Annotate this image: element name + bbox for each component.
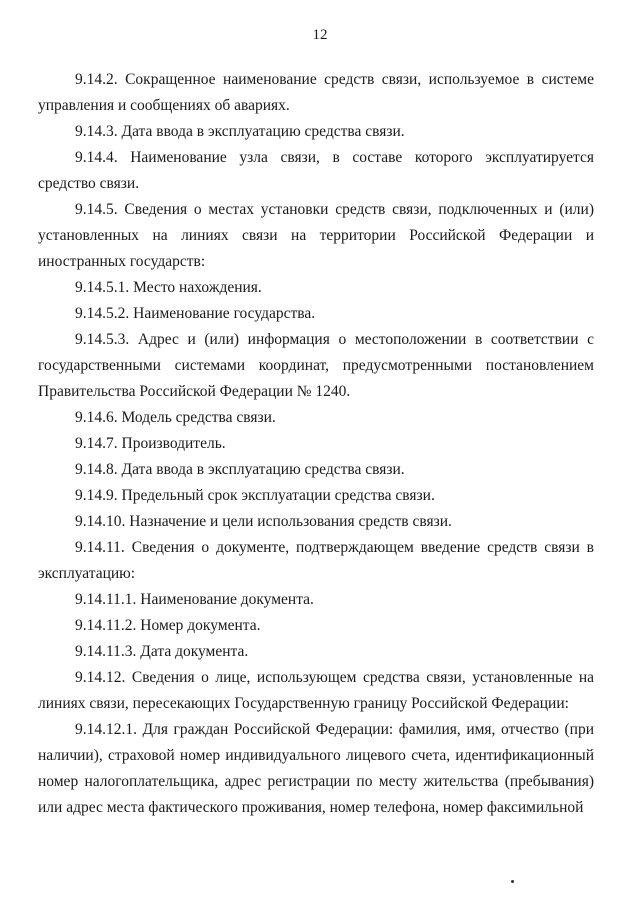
paragraph-9-14-4: 9.14.4. Наименование узла связи, в составе которого эксплуатируется средство связи. <box>38 149 594 192</box>
paragraph-9-14-5-1: 9.14.5.1. Место нахождения. <box>75 279 262 296</box>
paragraph-9-14-11-3: 9.14.11.3. Дата документа. <box>75 643 249 660</box>
paragraph-9-14-6: 9.14.6. Модель средства связи. <box>75 409 276 426</box>
paragraph-9-14-10: 9.14.10. Назначение и цели использования средств связи. <box>75 513 452 530</box>
paragraph-9-14-5: 9.14.5. Сведения о местах установки средств связи, подключенных и (или) установленных на линиях связи на территории Российской Федерации и иностранных государств: <box>38 201 594 270</box>
paragraph-9-14-11-1: 9.14.11.1. Наименование документа. <box>75 591 314 608</box>
paragraph-9-14-9: 9.14.9. Предельный срок эксплуатации средства связи. <box>75 487 435 504</box>
paragraph-9-14-12: 9.14.12. Сведения о лице, использующем средства связи, установленные на линиях связи, пересекающих Государственную границу Российской Федерации: <box>38 669 594 712</box>
document-body <box>38 67 594 821</box>
paragraph-9-14-5-3: 9.14.5.3. Адрес и (или) информация о местоположении в соответствии с государственными системами координат, предусмотренными постановлением Правительства Российской Федерации № 1240. <box>38 331 594 400</box>
paragraph-9-14-11-2: 9.14.11.2. Номер документа. <box>75 617 261 634</box>
paragraph-9-14-5-2: 9.14.5.2. Наименование государства. <box>75 305 316 322</box>
paragraph-9-14-11: 9.14.11. Сведения о документе, подтверждающем введение средств связи в эксплуатацию: <box>38 539 594 582</box>
page-number: 12 <box>312 27 328 43</box>
paragraph-9-14-3: 9.14.3. Дата ввода в эксплуатацию средства связи. <box>75 123 405 140</box>
paragraph-9-14-12-1: 9.14.12.1. Для граждан Российской Федерации: фамилия, имя, отчество (при наличии), страховой номер индивидуального лицевого счета, идентификационный номер налогоплательщика, адрес регистрации по месту жительства (пребывания) или адрес места фактического проживания, номер телефона, номер факсимильной <box>38 721 594 816</box>
paragraph-9-14-7: 9.14.7. Производитель. <box>75 435 226 452</box>
scan-speck <box>511 880 514 883</box>
paragraph-9-14-2: 9.14.2. Сокращенное наименование средств связи, используемое в системе управления и сообщениях об авариях. <box>38 71 594 114</box>
paragraph-9-14-8: 9.14.8. Дата ввода в эксплуатацию средства связи. <box>75 461 405 478</box>
